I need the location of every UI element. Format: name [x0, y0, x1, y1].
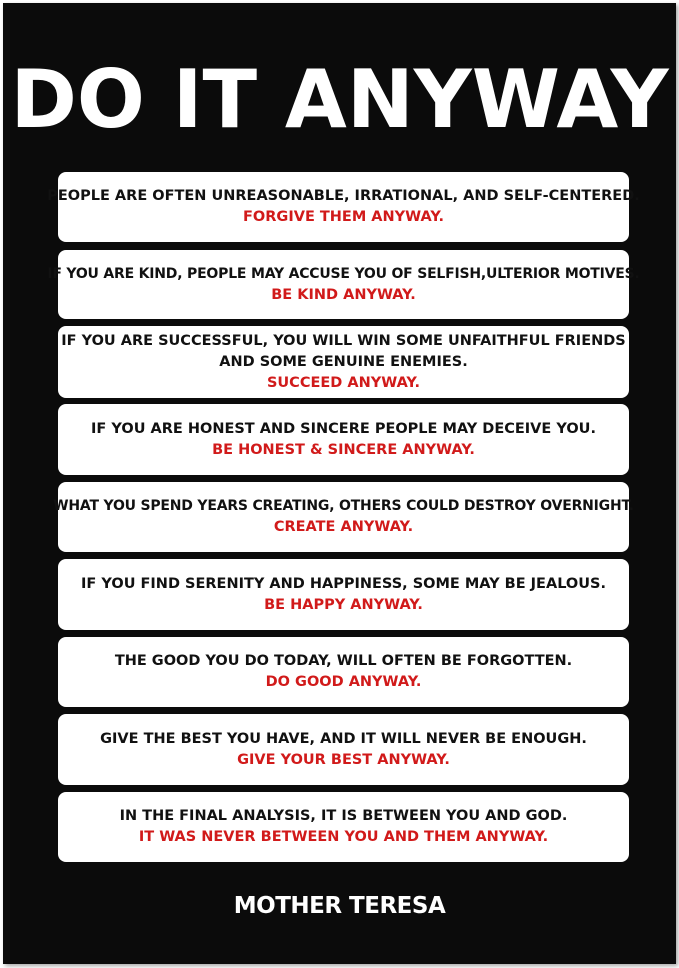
quote-accent-line: IT WAS NEVER BETWEEN YOU AND THEM ANYWAY. [138, 829, 549, 845]
quote-line: WHAT YOU SPEND YEARS CREATING, OTHERS COULD DESTROY OVERNIGHT. [53, 498, 634, 514]
quote-accent-line: SUCCEED ANYWAY. [266, 374, 421, 391]
quote-line: IN THE FINAL ANALYSIS, IT IS BETWEEN YOU AND GOD. [119, 808, 568, 824]
quote-accent-line: GIVE YOUR BEST ANYWAY. [237, 751, 450, 768]
author-credit: MOTHER TERESA [233, 893, 446, 919]
quote-line: IF YOU ARE SUCCESSFUL, YOU WILL WIN SOME UNFAITHFUL FRIENDS [61, 332, 626, 349]
quote-card [53, 482, 634, 552]
quote-line: THE GOOD YOU DO TODAY, WILL OFTEN BE FORGOTTEN. [114, 653, 573, 669]
quote-card [58, 637, 629, 707]
quote-accent-line: CREATE ANYWAY. [273, 519, 414, 535]
quote-card [58, 326, 629, 398]
quote-card [58, 714, 629, 785]
quote-card [58, 792, 629, 862]
quote-card [47, 172, 640, 242]
quote-accent-line: BE HAPPY ANYWAY. [264, 596, 423, 613]
quote-accent-line: DO GOOD ANYWAY. [265, 674, 422, 690]
quote-accent-line: FORGIVE THEM ANYWAY. [243, 209, 444, 225]
quote-line: PEOPLE ARE OFTEN UNREASONABLE, IRRATIONAL, AND SELF-CENTERED. [47, 188, 640, 204]
quote-line: AND SOME GENUINE ENEMIES. [219, 353, 468, 370]
quote-line: IF YOU ARE KIND, PEOPLE MAY ACCUSE YOU OF SELFISH,ULTERIOR MOTIVES. [47, 265, 640, 282]
quote-card [58, 404, 629, 475]
poster-title: DO IT ANYWAY [10, 53, 669, 146]
quote-accent-line: BE KIND ANYWAY. [271, 286, 416, 303]
quote-line: IF YOU FIND SERENITY AND HAPPINESS, SOME MAY BE JEALOUS. [81, 575, 606, 592]
quote-card [58, 559, 629, 630]
quote-accent-line: BE HONEST & SINCERE ANYWAY. [212, 441, 475, 458]
quote-line: IF YOU ARE HONEST AND SINCERE PEOPLE MAY DECEIVE YOU. [91, 420, 596, 437]
quote-card [47, 250, 640, 319]
quote-line: GIVE THE BEST YOU HAVE, AND IT WILL NEVER BE ENOUGH. [100, 730, 587, 747]
